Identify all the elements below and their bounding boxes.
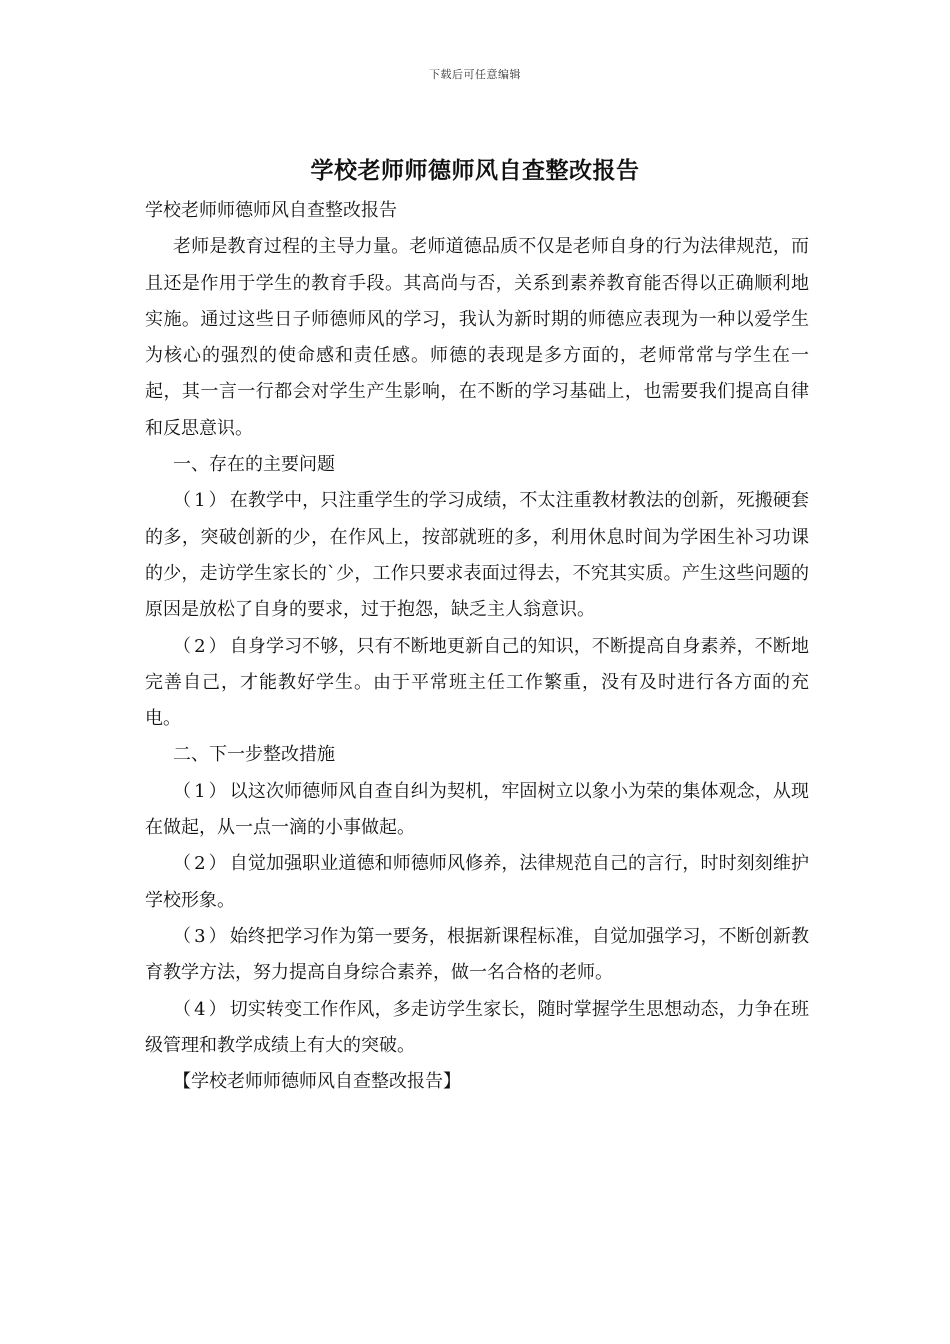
item-text: 以这次师德师风自查自纠为契机，牢固树立以象小为荣的集体观念，从现在做起，从一点一滴的小事做起。 [145, 780, 809, 839]
item-number: （3） [173, 925, 230, 947]
subtitle: 学校老师师德师风自查整改报告 [145, 200, 397, 221]
item-number: （2） [173, 853, 230, 875]
measure-item [145, 846, 809, 919]
item-number: （1） [173, 490, 230, 512]
problem-item [145, 483, 809, 628]
footer-tag: 【学校老师师德师风自查整改报告】 [173, 1071, 461, 1093]
item-text: 在教学中，只注重学生的学习成绩，不太注重教材教法的创新，死搬硬套的多，突破创新的少，在作风上，按部就班的多，利用休息时间为学困生补习功课的少，走访学生家长的`少，工作只要求表面过得去，不究其实质。产生这些问题的原因是放松了自身的要求，过于抱怨，缺乏主人翁意识。 [145, 490, 809, 621]
document-title: 学校老师师德师风自查整改报告 [310, 157, 640, 184]
document-body [145, 193, 809, 1100]
section-heading-measures: 二、下一步整改措施 [173, 744, 335, 766]
item-number: （1） [173, 780, 230, 802]
item-text: 自身学习不够，只有不断地更新自己的知识，不断提高自身素养，不断地完善自己，才能教好学生。由于平常班主任工作繁重，没有及时进行各方面的充电。 [145, 635, 809, 730]
measure-item [145, 992, 809, 1065]
measure-item [145, 774, 809, 847]
item-number: （4） [173, 998, 230, 1020]
section-heading-problems: 一、存在的主要问题 [173, 454, 335, 476]
item-text: 自觉加强职业道德和师德师风修养，法律规范自己的言行，时时刻刻维护学校形象。 [145, 853, 809, 911]
measure-item [145, 919, 809, 992]
item-text: 切实转变工作作风，多走访学生家长，随时掌握学生思想动态，力争在班级管理和教学成绩上有大的突破。 [145, 998, 809, 1056]
item-text: 始终把学习作为第一要务，根据新课程标准，自觉加强学习，不断创新教育教学方法，努力提高自身综合素养，做一名合格的老师。 [145, 925, 809, 984]
problem-item [145, 629, 809, 738]
intro-paragraph: 老师是教育过程的主导力量。老师道德品质不仅是老师自身的行为法律规范，而且还是作用于学生的教育手段。其高尚与否，关系到素养教育能否得以正确顺利地实施。通过这些日子师德师风的学习，我认为新时期的师德应表现为一种以爱学生为核心的强烈的使命感和责任感。师德的表现是多方面的，老师常常与学生在一起，其一言一行都会对学生产生影响，在不断的学习基础上，也需要我们提高自律和反思意识。 [145, 236, 809, 439]
item-number: （2） [173, 635, 230, 657]
header-note: 下载后可任意编辑 [429, 68, 521, 81]
